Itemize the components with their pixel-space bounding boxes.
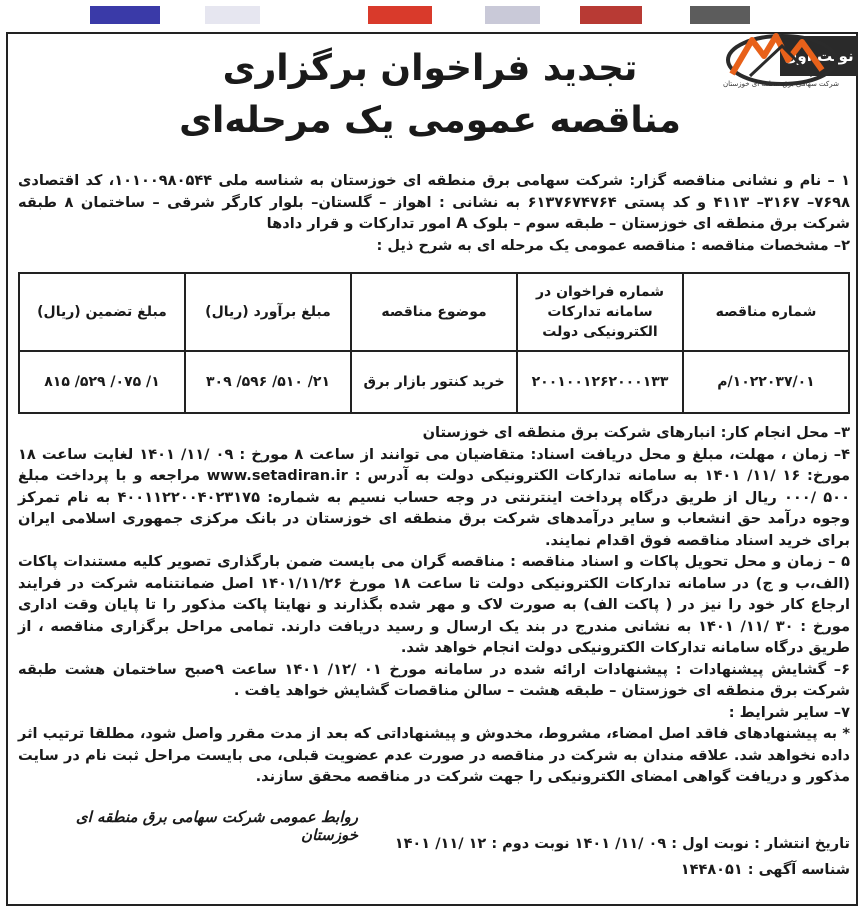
clause-2: ۲– مشخصات مناقصه : مناقصه عمومی یک مرحله ای به شرح ذیل :: [376, 236, 850, 254]
col-tender-number: شماره مناقصه: [683, 273, 849, 351]
col-call-number: شماره فراخوان در سامانه تدارکات الکترونیکی دولت: [517, 273, 683, 351]
public-relations-signature: روابط عمومی شرکت سهامی برق منطقه ای خوزستان: [75, 808, 358, 844]
color-strip-4: [485, 6, 540, 24]
publish-dates: تاریخ انتشار : نوبت اول : ۰۹ /۱۱/ ۱۴۰۱ نوبت دوم : ۱۲ /۱۱/ ۱۴۰۱: [394, 836, 850, 852]
cell-estimate: ۲۱/ ۵۱۰/ ۵۹۶/ ۳۰۹: [185, 351, 351, 413]
cell-tender-number: ۱۰۲۲۰۳۷/۰۱/م: [683, 351, 849, 413]
intro-section: [18, 170, 850, 256]
page-title: تجدید فراخوان برگزاری: [222, 48, 638, 89]
cell-guarantee: ۱/ ۰۷۵/ ۵۲۹/ ۸۱۵: [19, 351, 185, 413]
ad-id: شناسه آگهی : ۱۴۴۸۰۵۱: [680, 862, 850, 878]
clause-1: ۱ – نام و نشانی مناقصه گزار: شرکت سهامی برق منطقه ای خوزستان به شناسه ملی ۱۰۱۰۰۹۸۰۵۴۴، کد اقتصادی ۷۶۹۸– ۳۱۶۷– ۴۱۱۳ و کد پستی ۶۱۳۷۶۷۴۷۶۴ به نشانی : اهواز – گلستان– بلوار کارگر شرقی – ساختمان ۸ طبقه شرکت برق منطقه ای خوزستان – طبقه سوم – بلوک A امور تدارکات و قرار دادها: [18, 172, 850, 232]
clause-6: ۶– گشایش پیشنهادات : پیشنهادات ارائه شده در سامانه مورخ ۰۱ /۱۲/ ۱۴۰۱ ساعت ۹صبح ساختمان هشت طبقه شرکت برق منطقه ای خوزستان – طبقه هشت – سالن مناقصات گشایش خواهد یافت .: [18, 660, 850, 699]
col-guarantee: مبلغ تضمین (ریال): [19, 273, 185, 351]
col-estimate: مبلغ برآورد (ریال): [185, 273, 351, 351]
page-subtitle: مناقصه عمومی یک مرحله‌ای: [179, 100, 681, 141]
cell-call-number: ۲۰۰۱۰۰۱۲۶۲۰۰۰۱۳۳: [517, 351, 683, 413]
clause-3: ۳– محل انجام کار: انبارهای شرکت برق منطقه ای خوزستان: [422, 424, 850, 441]
clause-7-note: * به پیشنهادهای فاقد اصل امضاء، مشروط، مخدوش و پیشنهاداتی که بعد از مدت مقرر واصل شود، مطلقا ترتیب اثر داده نخواهد شد. علاقه مندان به شرکت در مناقصه در صورت عدم عضویت قبلی، می بایست مراحل ثبت نام در سایت مذکور و دریافت گواهی امضای الکترونیکی را جهت شرکت در مناقصه محقق سازند.: [18, 725, 850, 785]
table-header-row: [19, 273, 849, 351]
color-strip-6: [690, 6, 750, 24]
color-strip-2: [205, 6, 260, 24]
clause-4: ۴– زمان ، مهلت، مبلغ و محل دریافت اسناد: متقاضیان می توانند از ساعت ۸ مورخ : ۰۹ /۱۱/ ۱۴۰۱ لغایت ساعت ۱۸ مورخ: ۱۶ /۱۱/ ۱۴۰۱ به سامانه تدارکات الکترونیکی دولت به آدرس : www.setadiran.ir مراجعه و با پرداخت مبلغ ۵۰۰ /۰۰۰ ریال از طریق درگاه پرداخت اینترنتی در وجه حساب نسیم به شماره: ۴۰۰۱۱۲۲۰۰۴۰۲۳۱۷۵ به نام تمرکز وجوه درآمد حق انشعاب و سایر درآمدهای شرکت برق منطقه ای خوزستان در بانک مرکزی جمهوری اسلامی ایران برای خرید اسناد مناقصه فوق اقدام نمایند.: [18, 445, 851, 549]
color-strip-5: [580, 6, 642, 24]
tender-table: [18, 272, 850, 414]
logo-caption: شرکت سهامی برق منطقه ای خوزستان: [722, 80, 839, 88]
cell-subject: خرید کنتور بازار برق: [351, 351, 517, 413]
color-strip-1: [90, 6, 160, 24]
clause-5: ۵ – زمان و محل تحویل پاکات و اسناد مناقصه : مناقصه گران می بایست ضمن بارگذاری تصویر کلیه مستندات پاکات (الف،ب و ج) در سامانه تدارکات الکترونیکی دولت تا ساعت ۱۸ مورخ ۱۴۰۱/۱۱/۲۶ اصل ضمانتنامه شرکت در فرایند ارجاع کار خود را نیز در ( پاکت الف) به صورت لاک و مهر شده بگذارند و نهایتا پاکت مذکور را تا پایان وقت اداری مورخ : ۳۰ /۱۱/ ۱۴۰۱ به نشانی مندرج در بند یک ارسال و رسید دریافت دارند. تمامی مراحل برگزاری مناقصه ، از طریق درگاه سامانه تدارکات الکترونیکی دولت انجام خواهد شد.: [18, 553, 850, 656]
conditions-section: [18, 422, 850, 788]
color-strip-3: [368, 6, 432, 24]
table-row: [19, 351, 849, 413]
clause-7: ۷– سایر شرایط :: [728, 703, 850, 721]
col-subject: موضوع مناقصه: [351, 273, 517, 351]
round-badge: نوبت اول: [780, 36, 858, 76]
